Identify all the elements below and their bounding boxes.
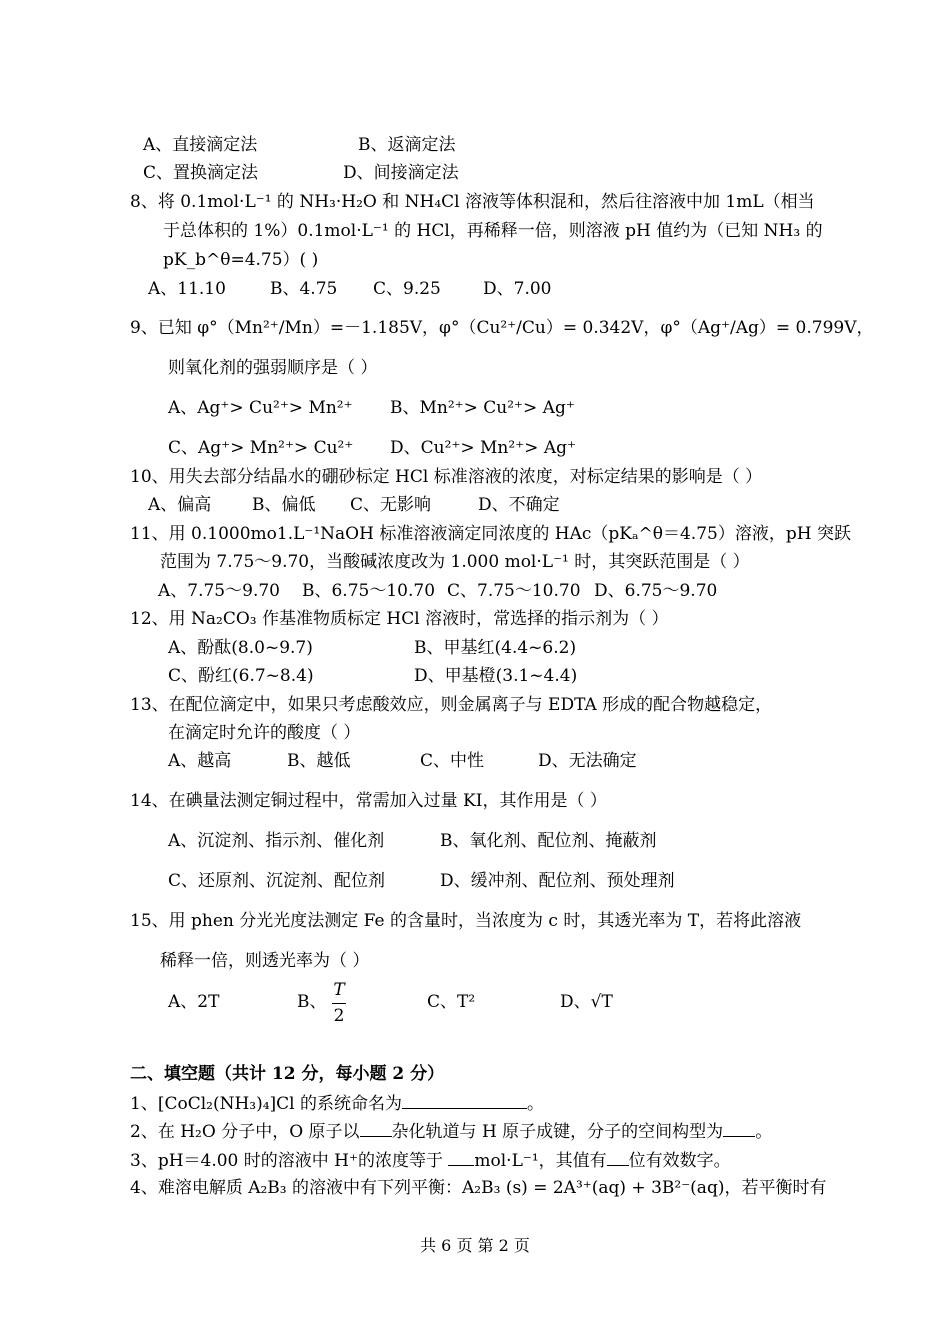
q15-option-b-denominator: 2 <box>333 1006 345 1026</box>
q11-line-2: 范围为 7.75～9.70，当酸碱浓度改为 1.000 mol·L⁻¹ 时，其突跃范围是（ ） <box>160 552 750 572</box>
q14-option-c: C、还原剂、沉淀剂、配位剂 <box>168 871 386 891</box>
q10-option-d: D、不确定 <box>478 495 560 515</box>
fill-3-text-a: 3、pH＝4.00 时的溶液中 H⁺的浓度等于 <box>130 1151 449 1171</box>
q11-option-a: A、7.75～9.70 <box>158 581 280 601</box>
q15-option-d: D、√T <box>560 992 613 1012</box>
q14-option-a: A、沉淀剂、指示剂、催化剂 <box>168 831 385 851</box>
q10-line-1: 10、用失去部分结晶水的硼砂标定 HCl 标准溶液的浓度，对标定结果的影响是（ ） <box>130 467 763 487</box>
q15-option-b-numerator: T <box>333 980 345 1000</box>
q8-line-2: 于总体积的 1%）0.1mol·L⁻¹ 的 HCl，再稀释一倍，则溶液 pH 值约为（已知 NH₃ 的 <box>163 221 823 241</box>
fill-2-end: 。 <box>755 1122 773 1142</box>
section-2-title: 二、填空题（共计 12 分，每小题 2 分） <box>130 1064 445 1084</box>
fill-4: 4、难溶电解质 A₂B₃ 的溶液中有下列平衡：A₂B₃ (s) = 2A³⁺(aq) + 3B²⁻(aq)，若平衡时有 <box>130 1178 827 1198</box>
q10-option-c: C、无影响 <box>350 495 432 515</box>
q12-option-d: D、甲基橙(3.1~4.4) <box>414 666 578 686</box>
q15-option-b-label: B、 <box>297 992 327 1012</box>
q9-option-c: C、Ag⁺> Mn²⁺> Cu²⁺ <box>168 438 354 458</box>
q15-option-b-fraction-bar <box>332 1003 346 1004</box>
q7-option-b: B、返滴定法 <box>358 135 456 155</box>
page-footer: 共 6 页 第 2 页 <box>420 1236 530 1255</box>
q8-option-b: B、4.75 <box>270 279 338 299</box>
q7-option-a: A、直接滴定法 <box>143 135 258 155</box>
fill-3-blank-a[interactable] <box>448 1149 474 1166</box>
q9-line-2: 则氧化剂的强弱顺序是（ ） <box>168 358 378 378</box>
q9-option-a: A、Ag⁺> Cu²⁺> Mn²⁺ <box>168 398 353 418</box>
fill-2-blank-b[interactable] <box>723 1120 755 1137</box>
q8-line-1: 8、将 0.1mol·L⁻¹ 的 NH₃·H₂O 和 NH₄Cl 溶液等体积混和，然后往溶液中加 1mL（相当 <box>130 192 815 212</box>
q13-option-d: D、无法确定 <box>538 751 637 771</box>
q14-line-1: 14、在碘量法测定铜过程中，常需加入过量 KI，其作用是（ ） <box>130 791 607 811</box>
fill-2-blank-a[interactable] <box>360 1120 392 1137</box>
fill-3-text-c: 位有效数字。 <box>628 1151 731 1171</box>
q15-option-c: C、T² <box>427 992 476 1012</box>
q9-line-1: 9、已知 φ°（Mn²⁺/Mn）=－1.185V，φ°（Cu²⁺/Cu）= 0.342V，φ°（Ag⁺/Ag）= 0.799V， <box>130 318 874 338</box>
fill-1 <box>130 1092 544 1115</box>
fill-2 <box>130 1120 772 1143</box>
q13-line-2: 在滴定时允许的酸度（ ） <box>168 723 361 743</box>
q12-line-1: 12、用 Na₂CO₃ 作基准物质标定 HCl 溶液时，常选择的指示剂为（ ） <box>130 609 669 629</box>
q8-option-c: C、9.25 <box>373 279 441 299</box>
q12-option-b: B、甲基红(4.4~6.2) <box>414 638 577 658</box>
q11-option-c: C、7.75～10.70 <box>447 581 581 601</box>
q8-option-d: D、7.00 <box>483 279 552 299</box>
q8-option-a: A、11.10 <box>148 279 226 299</box>
q9-option-d: D、Cu²⁺> Mn²⁺> Ag⁺ <box>390 438 576 458</box>
q10-option-b: B、偏低 <box>252 495 316 515</box>
q13-line-1: 13、在配位滴定中，如果只考虑酸效应，则金属离子与 EDTA 形成的配合物越稳定， <box>130 695 773 715</box>
q15-line-2: 稀释一倍，则透光率为（ ） <box>160 951 370 971</box>
q9-option-b: B、Mn²⁺> Cu²⁺> Ag⁺ <box>390 398 575 418</box>
fill-3-text-b: mol·L⁻¹，其值有 <box>474 1151 607 1171</box>
fill-3 <box>130 1149 731 1172</box>
fill-2-text-b: 杂化轨道与 H 原子成键，分子的空间构型为 <box>391 1122 724 1142</box>
fill-1-text: 1、[CoCl₂(NH₃)₄]Cl 的系统命名为 <box>130 1094 403 1114</box>
q14-option-d: D、缓冲剂、配位剂、预处理剂 <box>440 871 675 891</box>
q7-option-d: D、间接滴定法 <box>343 163 459 183</box>
q15-line-1: 15、用 phen 分光光度法测定 Fe 的含量时，当浓度为 c 时，其透光率为 T，若将此溶液 <box>130 911 802 931</box>
q8-line-3: pK_b^θ=4.75）( ) <box>163 250 319 270</box>
fill-3-blank-b[interactable] <box>607 1149 629 1166</box>
q12-option-a: A、酚酞(8.0~9.7) <box>168 638 313 658</box>
q13-option-b: B、越低 <box>287 751 351 771</box>
q11-option-b: B、6.75～10.70 <box>302 581 436 601</box>
q11-line-1: 11、用 0.1000mo1.L⁻¹NaOH 标准溶液滴定同浓度的 HAc（pKₐ^θ＝4.75）溶液，pH 突跃 <box>130 524 851 544</box>
q12-option-c: C、酚红(6.7~8.4) <box>168 666 314 686</box>
fill-1-end: 。 <box>527 1094 545 1114</box>
q11-option-d: D、6.75～9.70 <box>594 581 718 601</box>
fill-1-blank[interactable] <box>402 1092 527 1109</box>
q13-option-a: A、越高 <box>168 751 232 771</box>
q15-option-a: A、2T <box>168 992 220 1012</box>
q13-option-c: C、中性 <box>420 751 485 771</box>
fill-2-text-a: 2、在 H₂O 分子中，O 原子以 <box>130 1122 360 1142</box>
q10-option-a: A、偏高 <box>148 495 212 515</box>
q14-option-b: B、氧化剂、配位剂、掩蔽剂 <box>440 831 657 851</box>
q7-option-c: C、置换滴定法 <box>143 163 259 183</box>
